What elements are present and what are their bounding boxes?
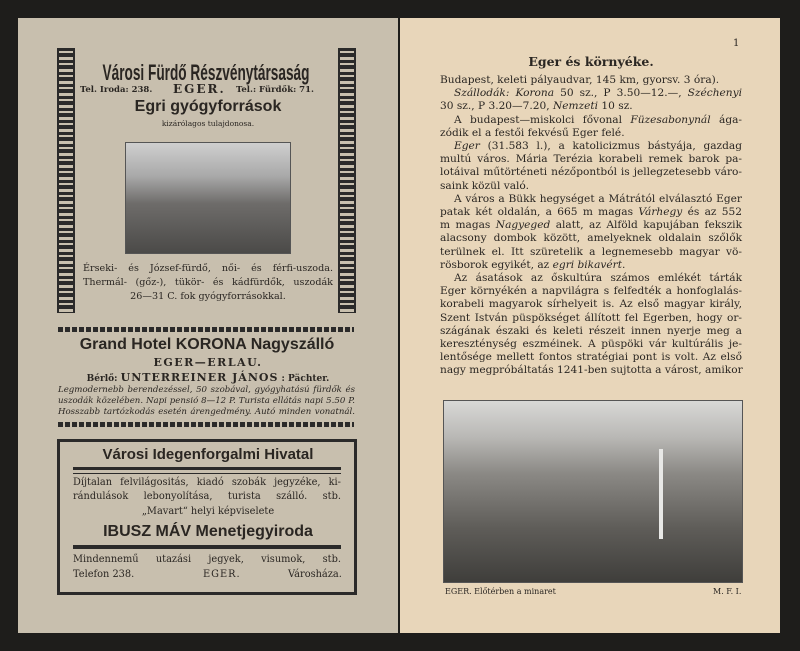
text-line xyxy=(440,153,742,166)
text-line xyxy=(440,180,742,193)
text: zódik el a festői fekvésű Eger felé. xyxy=(440,126,625,139)
text: lentősége mellett fontos stratégiai pont is volt. Az első xyxy=(440,351,742,364)
italic-text: Széchenyi xyxy=(687,87,742,100)
bath-text-line: Érseki- és József-fürdő, női- és férfi-uszoda. xyxy=(83,263,333,274)
text-line xyxy=(440,127,742,140)
italic-text: Nagyeged xyxy=(495,219,551,232)
tourism-city: EGER. xyxy=(203,569,241,580)
photo-credit: M. F. I. xyxy=(713,587,742,596)
phone: Telefon 238. xyxy=(73,569,135,580)
page-number: 1 xyxy=(733,38,740,49)
text: multú város. Mária Terézia korabeli remek barok pa- xyxy=(440,153,742,166)
text-line xyxy=(440,232,742,245)
tenant-label: Bérlő: xyxy=(86,374,118,384)
text-line xyxy=(440,285,742,298)
text: kereszténység eszméinek. A püspöki vár kultúrális je- xyxy=(440,338,742,350)
text-line xyxy=(440,312,742,325)
hotel-text-line: Hosszabb tartózkodás esetén árengedmény. Autó minden vonatnál. xyxy=(58,407,355,417)
text: A budapest—miskolci fővonal xyxy=(454,113,631,126)
text: (31.583 l.), a katolicizmus bástyája, gazdag xyxy=(479,140,742,152)
text: korabeli magyarok sírhelyeit is. Az első magyar király, xyxy=(440,298,742,311)
text: 30 sz., P 3.20—7.20, xyxy=(440,100,553,113)
italic-text: Füzesabonynál xyxy=(630,113,711,126)
tourism-text-line: rándulások lebonyolítása, turista szálló. stb. xyxy=(73,491,341,502)
text: lotáival műtörténeti nézőpontból is jellegzetesebb váro- xyxy=(440,166,742,179)
ibusz-title: IBUSZ MÁV Menetjegyiroda xyxy=(103,523,313,540)
text: Eger környékén a napvilágra s felfedték a honfoglalás- xyxy=(440,285,742,298)
rule xyxy=(73,545,341,549)
tourism-title: Városi Idegenforgalmi Hivatal xyxy=(102,446,314,463)
text-line xyxy=(440,140,742,153)
dashed-divider xyxy=(58,327,354,332)
hotel-tenant xyxy=(58,371,358,384)
text-line xyxy=(440,193,742,206)
text: 50 sz., P 3.50—12.—, xyxy=(554,87,688,100)
text-line xyxy=(440,364,742,377)
text: alacsony dombok között, amelyeknek oldalain szőlők xyxy=(440,232,742,245)
text-line xyxy=(440,74,742,87)
text: patak két oldalán, a 665 m magas xyxy=(440,206,639,218)
ornamental-border-left xyxy=(57,48,75,313)
photo-caption: EGER. Előtérben a minaret xyxy=(445,587,556,596)
eger-city-photo xyxy=(443,400,743,583)
text: Szent István püspökséget állított fel Egerben, hogy or- xyxy=(440,311,742,324)
text: szágának északi és keleti részeit innen nyerje meg a xyxy=(440,324,742,337)
text: saink közül való. xyxy=(440,179,529,192)
text-line xyxy=(440,219,742,232)
text-line xyxy=(440,272,742,285)
italic-text: Szállodák: Korona xyxy=(454,87,555,100)
text: terülnek el. Itt szüretelik a legnemesebb magyar vö- xyxy=(440,245,742,258)
bath-city: EGER. xyxy=(173,82,226,96)
bath-company-title: Városi Fürdő Részvénytársaság xyxy=(102,60,310,85)
hotel-text-line: Legmodernebb berendezéssel, 50 szobával, gyógyhatású fürdők és xyxy=(58,385,355,395)
text-line xyxy=(440,87,742,100)
right-page xyxy=(400,18,780,633)
italic-text: Nemzeti xyxy=(552,100,599,113)
italic-text: Várhegy xyxy=(638,206,683,218)
double-rule xyxy=(73,467,341,474)
hotel-city: EGER—ERLAU. xyxy=(153,356,263,369)
mavart-line: „Mavart“ helyi képviselete xyxy=(141,506,275,517)
bath-text-line: Thermál- (gőz-), tükör- és kádfürdők, uszodák xyxy=(83,277,333,288)
tel-office: Tel. Iroda: 238. xyxy=(80,85,153,95)
text: 10 sz. xyxy=(598,100,633,113)
bath-text-line: 26—31 C. fok gyógyforrásokkal. xyxy=(130,291,286,302)
text: nagy megpróbáltatás 1241-ben sujtotta a várost, amikor xyxy=(440,364,743,377)
tickets-line: Mindennemű utazási jegyek, visumok, stb. xyxy=(73,554,341,565)
text: Budapest, keleti pályaudvar, 145 km, gyorsv. 3 óra). xyxy=(440,74,720,86)
owner-note: kizárólagos tulajdonosa. xyxy=(161,119,255,128)
dashed-divider xyxy=(58,422,354,427)
bath-photo xyxy=(125,142,291,254)
text-line xyxy=(440,206,742,219)
tel-baths: Tel.: Fürdők: 71. xyxy=(236,85,314,95)
text-line xyxy=(440,166,742,179)
text: és az 552 xyxy=(682,206,742,218)
text-line xyxy=(440,351,742,364)
text-line xyxy=(440,246,742,259)
text-line xyxy=(440,298,742,311)
text-line xyxy=(440,259,742,272)
italic-text: Eger xyxy=(454,140,480,152)
text-line xyxy=(440,114,742,127)
chapter-title: Eger és környéke. xyxy=(528,54,654,69)
text: ága- xyxy=(710,113,742,126)
text: A város a Bükk hegységet a Mátrától elválasztó Eger xyxy=(454,192,742,205)
italic-text: egri bikavért. xyxy=(552,258,626,271)
springs-subtitle: Egri gyógyforrások xyxy=(134,98,282,115)
ornamental-border-right xyxy=(338,48,356,313)
tenant-suffix: : Pächter. xyxy=(281,374,330,384)
location: Városháza. xyxy=(288,569,342,580)
left-page xyxy=(18,18,398,633)
text-line xyxy=(440,338,742,351)
text-line xyxy=(440,325,742,338)
text-line xyxy=(440,100,742,113)
text: rösborok egyikét, az xyxy=(440,258,553,271)
tourism-text-line: Díjtalan felvilágositás, kiadó szobák jegyzéke, ki- xyxy=(73,477,341,488)
hotel-title: Grand Hotel KORONA Nagyszálló xyxy=(79,336,335,353)
text: alatt, az Alföld kapujában fekszik xyxy=(550,219,742,232)
text: Az ásatások az őskultúra számos emlékét tárták xyxy=(454,272,742,284)
hotel-text-line: uszodák közelében. Napi pensió 8—12 P. Turista ellátás napi 5.50 P. xyxy=(58,396,355,406)
minaret xyxy=(659,449,663,539)
text: m magas xyxy=(440,219,496,232)
tenant-name: UNTERREINER JÁNOS xyxy=(120,371,279,384)
